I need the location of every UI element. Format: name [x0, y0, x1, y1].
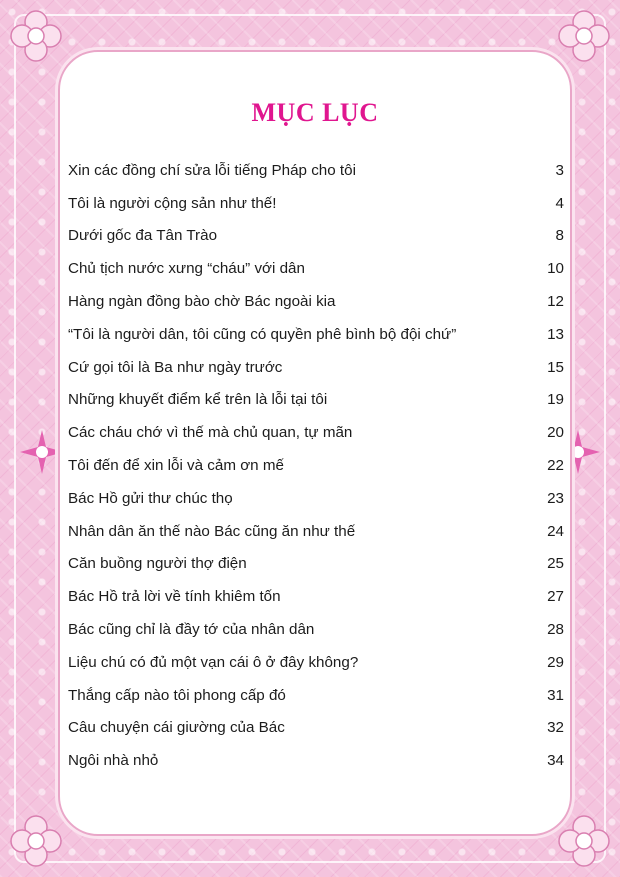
toc-entry-page: 27 — [547, 588, 564, 606]
toc-entry[interactable] — [68, 220, 564, 253]
toc-entry-page: 24 — [547, 522, 564, 540]
toc-entry[interactable] — [68, 416, 564, 449]
toc-entry-title: Tôi đến để xin lỗi và cảm ơn mế — [68, 457, 284, 475]
toc-entry[interactable] — [68, 515, 564, 548]
toc-entry[interactable] — [68, 187, 564, 220]
toc-entry-title: Các cháu chớ vì thế mà chủ quan, tự mãn — [68, 424, 353, 442]
toc-entry-title: Dưới gốc đa Tân Trào — [68, 227, 218, 245]
corner-flower-icon — [8, 813, 64, 869]
toc-entry-page: 8 — [555, 227, 564, 245]
table-of-contents — [68, 154, 564, 777]
toc-entry-title: “Tôi là người dân, tôi cũng có quyền phê bình bộ đội chứ” — [68, 325, 457, 343]
toc-entry-page: 10 — [547, 260, 564, 278]
toc-entry-page: 22 — [547, 457, 564, 475]
toc-entry-title: Chủ tịch nước xưng “cháu” với dân — [68, 260, 305, 278]
toc-entry[interactable] — [68, 384, 564, 417]
toc-entry-title: Câu chuyện cái giường của Bác — [68, 719, 285, 737]
toc-entry[interactable] — [68, 613, 564, 646]
toc-entry-page: 25 — [547, 555, 564, 573]
toc-entry-page: 4 — [555, 194, 564, 212]
toc-entry-title: Thắng cấp nào tôi phong cấp đó — [68, 686, 286, 704]
toc-entry[interactable] — [68, 580, 564, 613]
toc-entry-page: 3 — [555, 161, 564, 179]
toc-entry[interactable] — [68, 449, 564, 482]
toc-entry-title: Liệu chú có đủ một vạn cái ô ở đây không? — [68, 653, 359, 671]
corner-flower-icon — [556, 8, 612, 64]
toc-entry[interactable] — [68, 252, 564, 285]
toc-entry[interactable] — [68, 482, 564, 515]
toc-entry[interactable] — [68, 548, 564, 581]
toc-entry[interactable] — [68, 154, 564, 187]
toc-entry-page: 31 — [547, 686, 564, 704]
toc-entry[interactable] — [68, 318, 564, 351]
toc-entry[interactable] — [68, 285, 564, 318]
corner-flower-icon — [556, 813, 612, 869]
toc-entry-title: Xin các đồng chí sửa lỗi tiếng Pháp cho tôi — [68, 161, 356, 179]
toc-entry-page: 23 — [547, 489, 564, 507]
toc-entry[interactable] — [68, 679, 564, 712]
toc-entry-title: Những khuyết điểm kể trên là lỗi tại tôi — [68, 391, 328, 409]
toc-entry-title: Căn buồng người thợ điện — [68, 555, 247, 573]
toc-entry-page: 28 — [547, 621, 564, 639]
toc-entry[interactable] — [68, 744, 564, 777]
toc-entry[interactable] — [68, 351, 564, 384]
corner-flower-icon — [8, 8, 64, 64]
toc-entry-title: Bác Hồ gửi thư chúc thọ — [68, 489, 233, 507]
toc-entry-page: 15 — [547, 358, 564, 376]
toc-entry-title: Ngôi nhà nhỏ — [68, 752, 159, 770]
page-title: MỤC LỤC — [251, 98, 379, 127]
toc-entry-page: 29 — [547, 653, 564, 671]
toc-entry-page: 32 — [547, 719, 564, 737]
toc-entry-title: Hàng ngàn đồng bào chờ Bác ngoài kia — [68, 293, 336, 311]
toc-entry-title: Cứ gọi tôi là Ba như ngày trước — [68, 358, 283, 376]
toc-entry-page: 20 — [547, 424, 564, 442]
toc-entry-title: Bác Hồ trả lời về tính khiêm tốn — [68, 588, 281, 606]
toc-entry-title: Bác cũng chỉ là đầy tớ của nhân dân — [68, 621, 315, 639]
toc-entry-title: Nhân dân ăn thế nào Bác cũng ăn như thế — [68, 522, 356, 540]
content-panel — [58, 50, 572, 836]
toc-entry-page: 13 — [547, 325, 564, 343]
toc-entry-page: 34 — [547, 752, 564, 770]
toc-entry-page: 12 — [547, 293, 564, 311]
toc-entry[interactable] — [68, 646, 564, 679]
toc-entry[interactable] — [68, 712, 564, 745]
toc-entry-page: 19 — [547, 391, 564, 409]
toc-entry-title: Tôi là người cộng sản như thế! — [68, 194, 277, 212]
